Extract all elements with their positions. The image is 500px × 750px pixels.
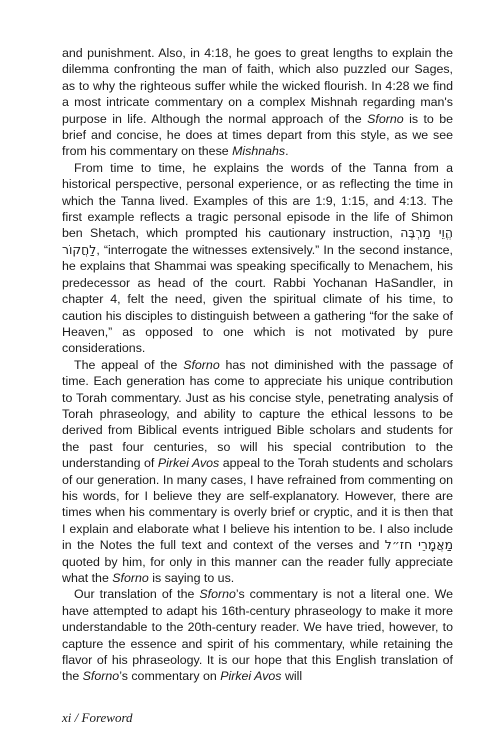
footer-separator: / [74,710,79,725]
text-run: The appeal of the [74,357,184,372]
italic-term: Mishnahs [232,144,286,159]
text-run: , “interrogate the witnesses extensively.” In the second instance, he explains that Shammai was speaking specifically to Menachem, his predecessor as head of the court. Rabbi Yochanan HaSandler, in chapter 4, felt the need, given the spiritual climate of his time, to caution his disciples to distinguish between a gathering “for the sake of Heaven,” as opposed to one which is not motivated by pure considerations. [62,242,453,356]
section-title: Foreword [81,710,133,725]
page-number: xi [62,710,72,725]
text-run: is saying to us. [148,571,235,585]
hebrew-quote: מַאֲמָרֵי חז״ל [384,537,453,553]
paragraph-3 [62,357,453,587]
italic-term: Sforno [183,357,220,372]
italic-term: Sforno [367,111,404,126]
body-text [62,45,453,685]
paragraph-1 [62,45,453,160]
italic-term: Pirkei Avos [157,456,220,471]
text-run: appeal to the Torah students and scholars of our generation. In many cases, I have refrained from commenting on his words, for I believe they are self-explanatory. However, there are times when his commentary is overly brief or cryptic, and it is then that I explain and elaborate what I believe his intention to be. I also include in the Notes the full text and context of the verses and [62,456,453,553]
text-run: From time to time, he explains the words of the Tanna from a historical perspective, personal experience, or as reflecting the time in which the Tanna lived. Examples of this are 1:9, 1:15, and 4:13. The first example reflects a tragic personal episode in the life of Shimon ben Shetach, which prompted his cautionary instruction, [62,160,453,241]
running-footer [62,710,133,726]
italic-term: Sforno [112,571,149,585]
text-run: quoted by him, for only in this manner can the reader fully appreciate what the [62,554,453,585]
text-run: is to be brief and concise, he does at times depart from this style, as we see from his commentary on these [62,111,453,159]
text-run: and punishment. Also, in 4:18, he goes to great lengths to explain the dilemma confronting the man of faith, which also puzzled our Sages, as to why the righteous suffer while the wicked flourish. In 4:28 we find a most intricate commentary on a complex Mishnah regarding man's purpose in life. Although the normal approach of the [62,46,453,126]
text-run: . [285,144,289,159]
hebrew-quote: הֱוֵי מַרְבֶּה לַחֲקוֹר [62,225,453,257]
text-run: Our translation of the [74,587,200,602]
paragraph-2 [62,160,453,357]
paragraph-4 [62,586,453,684]
text-run: ’s commentary is not a literal one. We have attempted to adapt his 16th-century phraseology to make it more understandable to the 20th-century reader. We have tried, however, to capture the essence and spirit of his commentary, while retaining the flavor of his phraseology. It is our hope that this English translation of the [62,587,453,684]
text-run: ’s commentary on [119,669,221,684]
text-run: has not diminished with the passage of time. Each generation has come to appreciate his unique contribution to Torah commentary. Just as his concise style, penetrating analysis of Torah phraseology, and ability to capture the ethical lessons to be derived from Biblical events intrigued Bible scholars and students for the past four centuries, so will his special contribution to the understanding of [62,357,453,471]
text-run: will [281,669,303,684]
italic-term: Sforno [199,587,236,602]
italic-term: Pirkei Avos [220,669,282,684]
italic-term: Sforno [82,669,120,684]
